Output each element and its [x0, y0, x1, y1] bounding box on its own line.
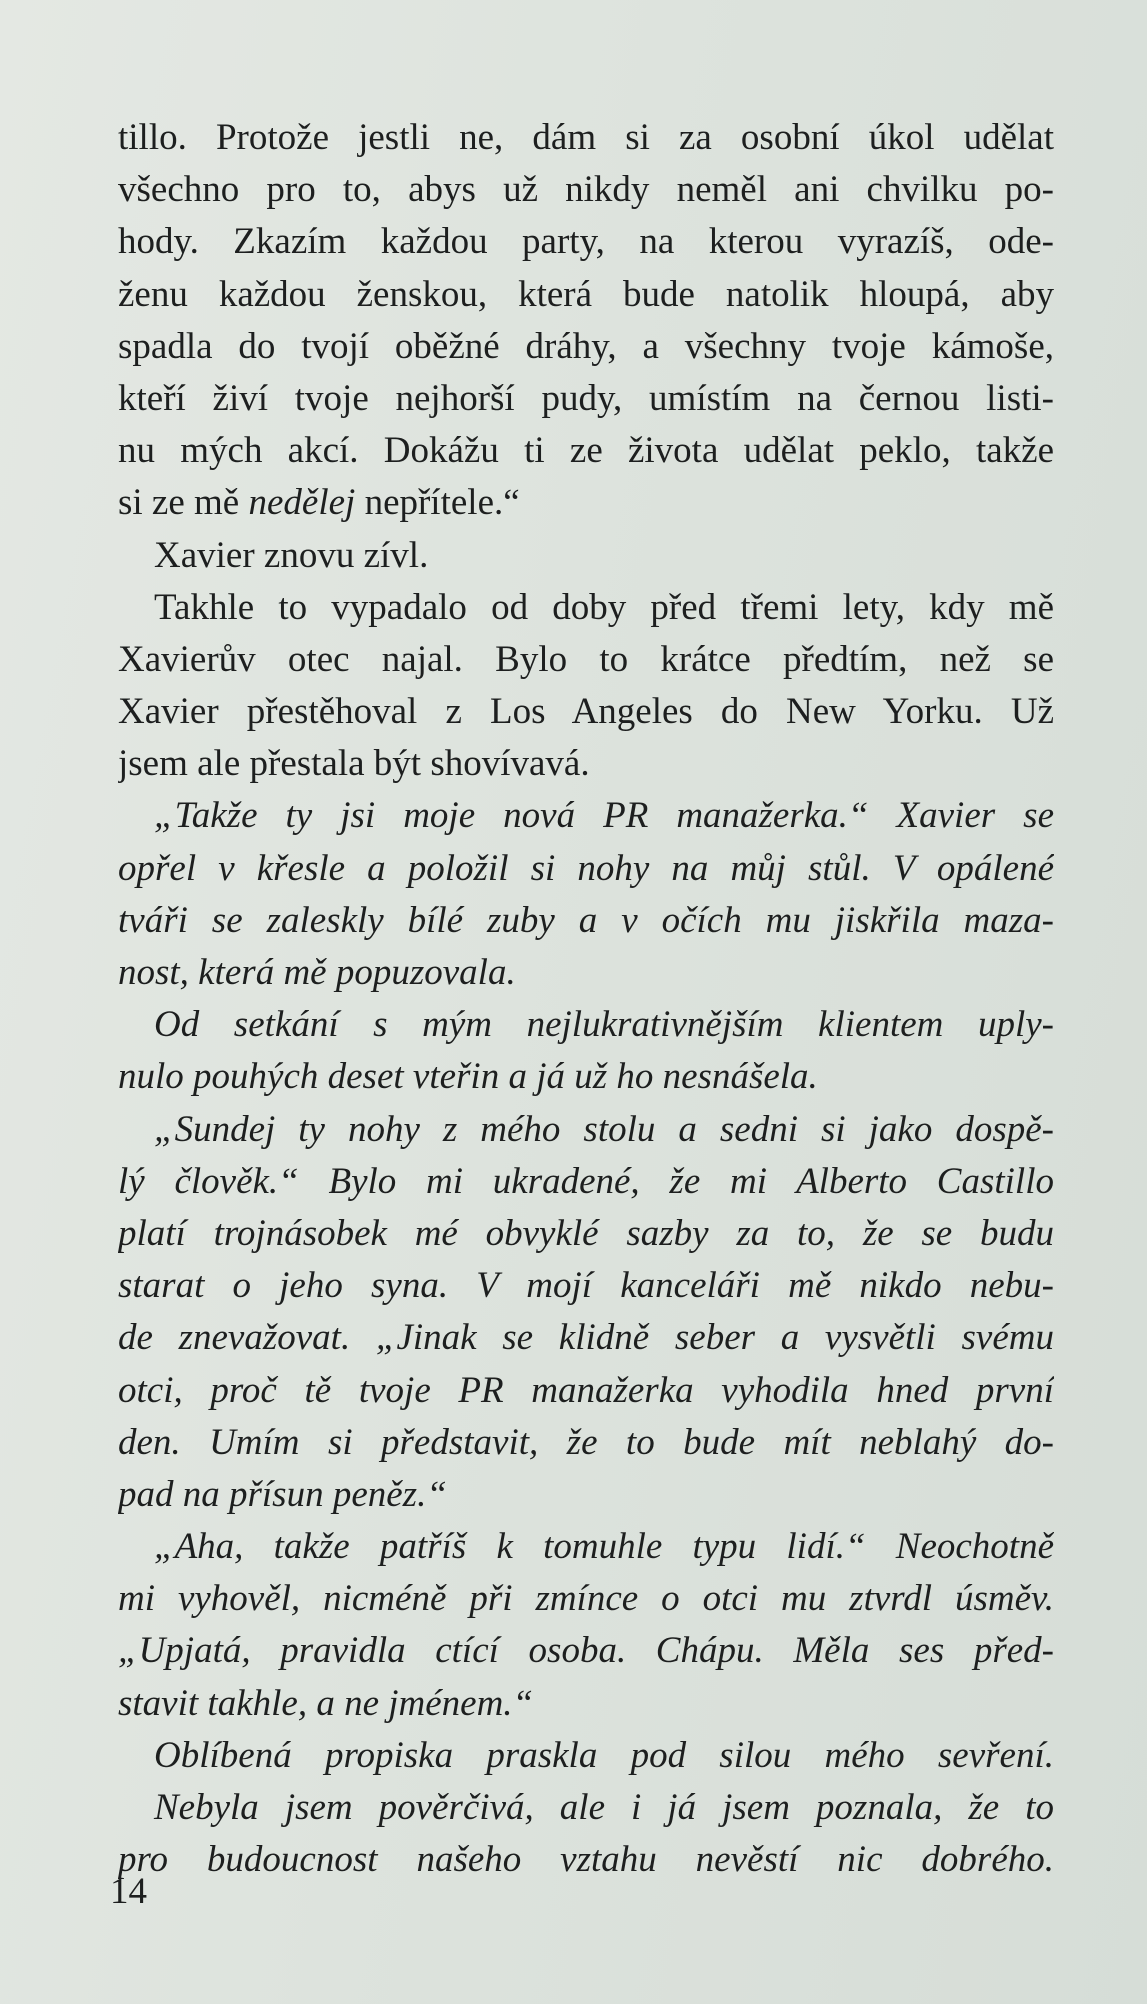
text-line: tváři se zaleskly bílé zuby a v očích mu jiskřila maza- [118, 899, 1054, 941]
text-line: „Aha, takže patříš k tomuhle typu lidí.“ Neochotně [154, 1526, 1054, 1568]
text-line: otci, proč tě tvoje PR manažerka vyhodila hned první [118, 1369, 1054, 1411]
text-line: hody. Zkazím každou party, na kterou vyrazíš, ode- [118, 221, 1054, 263]
text-line: nulo pouhých deset vteřin a já už ho nesnášela. [118, 1056, 818, 1098]
text-line: ženu každou ženskou, která bude natolik hloupá, aby [118, 273, 1054, 315]
text-line: de znevažovat. „Jinak se klidně seber a vysvětli svému [118, 1317, 1054, 1359]
text-line: nu mých akcí. Dokážu ti ze života udělat peklo, takže [118, 430, 1054, 472]
text-line: tillo. Protože jestli ne, dám si za osobní úkol udělat [118, 117, 1054, 158]
text-line: stavit takhle, a ne jménem.“ [118, 1682, 534, 1724]
text-line: Xavier znovu zívl. [154, 534, 429, 576]
text-line: „Sundej ty nohy z mého stolu a sedni si jako dospě- [154, 1108, 1054, 1150]
text-line [118, 477, 1054, 529]
text-line: nost, která mě popuzovala. [118, 952, 516, 993]
text-line: Oblíbená propiska praskla pod silou mého sevření. [154, 1734, 1054, 1776]
text-line: Takhle to vypadalo od doby před třemi lety, kdy mě [154, 586, 1054, 628]
text-line: „Upjatá, pravidla ctící osoba. Chápu. Měla ses před- [118, 1630, 1054, 1672]
text-line: jsem ale přestala být shovívavá. [118, 743, 590, 785]
text-line: lý člověk.“ Bylo mi ukradené, že mi Alberto Castillo [118, 1160, 1054, 1202]
text-line: mi vyhověl, nicméně při zmínce o otci mu ztvrdl úsměv. [118, 1578, 1054, 1620]
text-line: platí trojnásobek mé obvyklé sazby za to, že se budu [118, 1212, 1054, 1254]
text-segment: si ze mě [118, 482, 249, 524]
text-line: den. Umím si představit, že to bude mít neblahý do- [118, 1421, 1054, 1463]
text-line: opřel v křesle a položil si nohy na můj stůl. V opálené [118, 847, 1054, 889]
text-line: pro budoucnost našeho vztahu nevěstí nic dobrého. [118, 1839, 1054, 1881]
text-line: starat o jeho syna. V mojí kanceláři mě nikdo nebu- [118, 1265, 1054, 1307]
body-text [118, 112, 1054, 1886]
text-segment: nepřítele.“ [355, 482, 520, 524]
text-line: Xavier přestěhoval z Los Angeles do New Yorku. Už [118, 691, 1054, 733]
text-line: pad na přísun peněz.“ [118, 1473, 447, 1515]
text-line: spadla do tvojí oběžné dráhy, a všechny tvoje kámoše, [118, 325, 1054, 367]
text-line: Nebyla jsem pověrčivá, ale i já jsem poznala, že to [154, 1787, 1054, 1828]
text-line: „Takže ty jsi moje nová PR manažerka.“ Xavier se [154, 795, 1054, 837]
italic-segment: nedělej [248, 482, 356, 524]
text-line: kteří živí tvoje nejhorší pudy, umístím na černou listi- [118, 377, 1054, 419]
text-line: Xavierův otec najal. Bylo to krátce předtím, než se [118, 638, 1054, 680]
text-line: Od setkání s mým nejlukrativnějším klientem uply- [154, 1004, 1054, 1046]
page-number: 14 [110, 1871, 147, 1912]
text-line: všechno pro to, abys už nikdy neměl ani chvilku po- [118, 169, 1054, 211]
